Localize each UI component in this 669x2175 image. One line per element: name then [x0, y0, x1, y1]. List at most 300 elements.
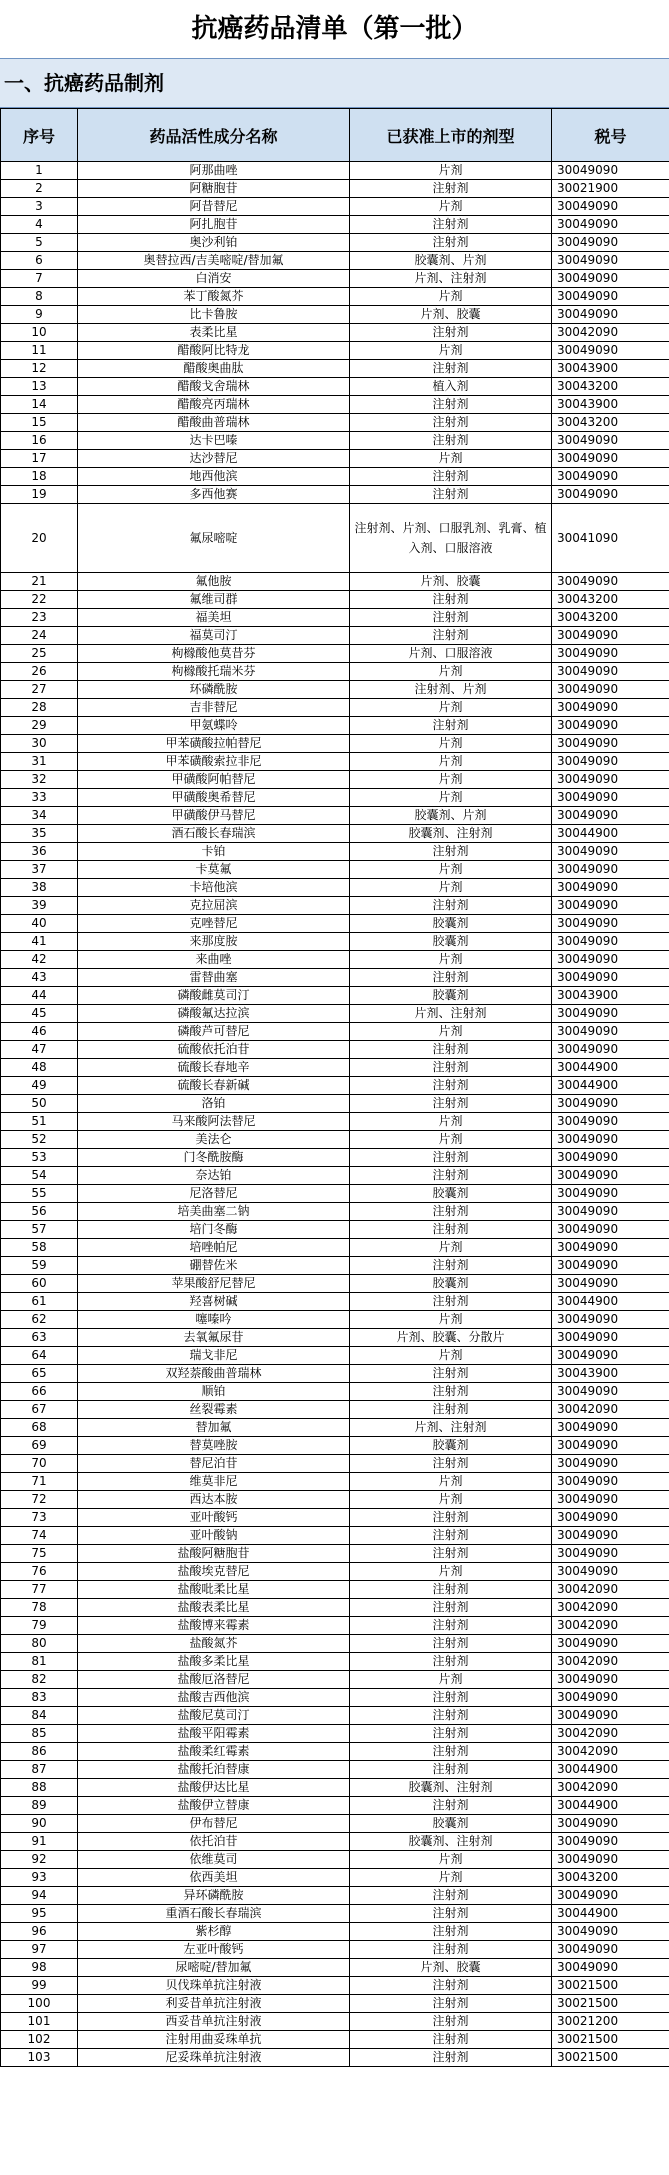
dosage-forms: 注射剂 — [350, 843, 552, 861]
dosage-forms: 注射剂 — [350, 717, 552, 735]
table-row — [1, 933, 669, 951]
dosage-forms: 片剂 — [350, 342, 552, 360]
row-index: 92 — [1, 1851, 78, 1869]
row-index: 63 — [1, 1329, 78, 1347]
ingredient-name: 利妥昔单抗注射液 — [78, 1995, 350, 2013]
tariff-code: 30049090 — [552, 969, 669, 987]
ingredient-name: 硼替佐米 — [78, 1257, 350, 1275]
dosage-forms: 片剂 — [350, 861, 552, 879]
ingredient-name: 阿昔替尼 — [78, 198, 350, 216]
table-row — [1, 450, 669, 468]
dosage-forms: 片剂 — [350, 198, 552, 216]
dosage-forms: 注射剂 — [350, 897, 552, 915]
table-row — [1, 378, 669, 396]
dosage-forms: 片剂 — [350, 663, 552, 681]
tariff-code: 30049090 — [552, 1131, 669, 1149]
table-row — [1, 1743, 669, 1761]
row-index: 94 — [1, 1887, 78, 1905]
dosage-forms: 片剂 — [350, 1113, 552, 1131]
table-row — [1, 1797, 669, 1815]
dosage-forms: 胶囊剂 — [350, 1185, 552, 1203]
row-index: 72 — [1, 1491, 78, 1509]
row-index: 38 — [1, 879, 78, 897]
table-row — [1, 1869, 669, 1887]
tariff-code: 30049090 — [552, 807, 669, 825]
ingredient-name: 氟他胺 — [78, 573, 350, 591]
ingredient-name: 伊布替尼 — [78, 1815, 350, 1833]
ingredient-name: 苹果酸舒尼替尼 — [78, 1275, 350, 1293]
table-row — [1, 1725, 669, 1743]
table-row — [1, 1023, 669, 1041]
dosage-forms: 注射剂 — [350, 1887, 552, 1905]
tariff-code: 30049090 — [552, 1689, 669, 1707]
tariff-code: 30049090 — [552, 645, 669, 663]
tariff-code: 30049090 — [552, 468, 669, 486]
table-row — [1, 1689, 669, 1707]
header-dosage-forms: 已获准上市的剂型 — [350, 109, 552, 162]
ingredient-name: 美法仑 — [78, 1131, 350, 1149]
dosage-forms: 注射剂 — [350, 1257, 552, 1275]
row-index: 16 — [1, 432, 78, 450]
table-row — [1, 2031, 669, 2049]
dosage-forms: 注射剂 — [350, 1527, 552, 1545]
ingredient-name: 甲苯磺酸拉帕替尼 — [78, 735, 350, 753]
tariff-code: 30049090 — [552, 771, 669, 789]
dosage-forms: 胶囊剂 — [350, 933, 552, 951]
tariff-code: 30049090 — [552, 1437, 669, 1455]
row-index: 40 — [1, 915, 78, 933]
ingredient-name: 苯丁酸氮芥 — [78, 288, 350, 306]
dosage-forms: 片剂、注射剂 — [350, 270, 552, 288]
tariff-code: 30043900 — [552, 987, 669, 1005]
table-row — [1, 432, 669, 450]
row-index: 50 — [1, 1095, 78, 1113]
dosage-forms: 注射剂 — [350, 1761, 552, 1779]
ingredient-name: 盐酸厄洛替尼 — [78, 1671, 350, 1689]
row-index: 64 — [1, 1347, 78, 1365]
dosage-forms: 片剂 — [350, 1491, 552, 1509]
table-row — [1, 1239, 669, 1257]
dosage-forms: 注射剂 — [350, 1977, 552, 1995]
row-index: 98 — [1, 1959, 78, 1977]
tariff-code: 30043900 — [552, 1365, 669, 1383]
ingredient-name: 尿嘧啶/替加氟 — [78, 1959, 350, 1977]
tariff-code: 30043200 — [552, 378, 669, 396]
row-index: 91 — [1, 1833, 78, 1851]
tariff-code: 30049090 — [552, 789, 669, 807]
tariff-code: 30042090 — [552, 1653, 669, 1671]
dosage-forms: 注射剂 — [350, 591, 552, 609]
ingredient-name: 盐酸氮芥 — [78, 1635, 350, 1653]
table-row — [1, 1581, 669, 1599]
table-row — [1, 1491, 669, 1509]
table-row — [1, 1419, 669, 1437]
dosage-forms: 片剂 — [350, 879, 552, 897]
tariff-code: 30042090 — [552, 1617, 669, 1635]
dosage-forms: 片剂 — [350, 1239, 552, 1257]
dosage-forms: 注射剂 — [350, 1995, 552, 2013]
table-row — [1, 1077, 669, 1095]
ingredient-name: 甲磺酸伊马替尼 — [78, 807, 350, 825]
ingredient-name: 盐酸埃克替尼 — [78, 1563, 350, 1581]
row-index: 66 — [1, 1383, 78, 1401]
dosage-forms: 片剂 — [350, 288, 552, 306]
dosage-forms: 注射剂 — [350, 216, 552, 234]
tariff-code: 30049090 — [552, 1851, 669, 1869]
ingredient-name: 奥沙利铂 — [78, 234, 350, 252]
tariff-code: 30049090 — [552, 342, 669, 360]
ingredient-name: 西达本胺 — [78, 1491, 350, 1509]
row-index: 37 — [1, 861, 78, 879]
ingredient-name: 替莫唑胺 — [78, 1437, 350, 1455]
row-index: 65 — [1, 1365, 78, 1383]
row-index: 2 — [1, 180, 78, 198]
dosage-forms: 片剂 — [350, 450, 552, 468]
tariff-code: 30049090 — [552, 753, 669, 771]
tariff-code: 30049090 — [552, 1023, 669, 1041]
table-row — [1, 1887, 669, 1905]
row-index: 82 — [1, 1671, 78, 1689]
row-index: 39 — [1, 897, 78, 915]
dosage-forms: 注射剂 — [350, 1599, 552, 1617]
table-row — [1, 342, 669, 360]
table-row — [1, 987, 669, 1005]
ingredient-name: 醋酸阿比特龙 — [78, 342, 350, 360]
table-row — [1, 969, 669, 987]
ingredient-name: 甲磺酸阿帕替尼 — [78, 771, 350, 789]
row-index: 74 — [1, 1527, 78, 1545]
row-index: 62 — [1, 1311, 78, 1329]
row-index: 9 — [1, 306, 78, 324]
tariff-code: 30043200 — [552, 414, 669, 432]
dosage-forms: 片剂、胶囊 — [350, 573, 552, 591]
dosage-forms: 注射剂 — [350, 1167, 552, 1185]
ingredient-name: 依托泊苷 — [78, 1833, 350, 1851]
dosage-forms: 注射剂 — [350, 324, 552, 342]
dosage-forms: 片剂 — [350, 753, 552, 771]
table-row — [1, 1221, 669, 1239]
row-index: 97 — [1, 1941, 78, 1959]
ingredient-name: 尼妥珠单抗注射液 — [78, 2049, 350, 2067]
row-index: 77 — [1, 1581, 78, 1599]
dosage-forms: 注射剂 — [350, 468, 552, 486]
ingredient-name: 顺铂 — [78, 1383, 350, 1401]
tariff-code: 30049090 — [552, 1635, 669, 1653]
ingredient-name: 盐酸伊立替康 — [78, 1797, 350, 1815]
tariff-code: 30049090 — [552, 1221, 669, 1239]
row-index: 83 — [1, 1689, 78, 1707]
dosage-forms: 注射剂 — [350, 1401, 552, 1419]
tariff-code: 30049090 — [552, 306, 669, 324]
dosage-forms: 注射剂 — [350, 1041, 552, 1059]
row-index: 80 — [1, 1635, 78, 1653]
row-index: 6 — [1, 252, 78, 270]
table-row — [1, 1293, 669, 1311]
table-row — [1, 1671, 669, 1689]
dosage-forms: 注射剂 — [350, 1077, 552, 1095]
row-index: 81 — [1, 1653, 78, 1671]
ingredient-name: 瑞戈非尼 — [78, 1347, 350, 1365]
dosage-forms: 胶囊剂、注射剂 — [350, 825, 552, 843]
dosage-forms: 胶囊剂、片剂 — [350, 252, 552, 270]
tariff-code: 30049090 — [552, 1167, 669, 1185]
tariff-code: 30049090 — [552, 1257, 669, 1275]
row-index: 31 — [1, 753, 78, 771]
dosage-forms: 胶囊剂 — [350, 1275, 552, 1293]
dosage-forms: 注射剂 — [350, 2031, 552, 2049]
ingredient-name: 达卡巴嗪 — [78, 432, 350, 450]
table-body — [1, 162, 669, 2067]
row-index: 79 — [1, 1617, 78, 1635]
row-index: 1 — [1, 162, 78, 180]
row-index: 20 — [1, 504, 78, 573]
ingredient-name: 卡铂 — [78, 843, 350, 861]
table-row — [1, 1545, 669, 1563]
table-row — [1, 1005, 669, 1023]
ingredient-name: 来那度胺 — [78, 933, 350, 951]
table-row — [1, 861, 669, 879]
ingredient-name: 氟尿嘧啶 — [78, 504, 350, 573]
row-index: 59 — [1, 1257, 78, 1275]
table-row — [1, 1401, 669, 1419]
row-index: 12 — [1, 360, 78, 378]
table-row — [1, 252, 669, 270]
table-row — [1, 1455, 669, 1473]
row-index: 49 — [1, 1077, 78, 1095]
table-row — [1, 504, 669, 573]
ingredient-name: 盐酸平阳霉素 — [78, 1725, 350, 1743]
table-row — [1, 198, 669, 216]
table-row — [1, 1257, 669, 1275]
tariff-code: 30049090 — [552, 1563, 669, 1581]
table-row — [1, 789, 669, 807]
dosage-forms: 注射剂 — [350, 414, 552, 432]
row-index: 29 — [1, 717, 78, 735]
tariff-code: 30049090 — [552, 1113, 669, 1131]
dosage-forms: 胶囊剂 — [350, 1437, 552, 1455]
ingredient-name: 依维莫司 — [78, 1851, 350, 1869]
tariff-code: 30049090 — [552, 1473, 669, 1491]
table-row — [1, 897, 669, 915]
ingredient-name: 磷酸氟达拉滨 — [78, 1005, 350, 1023]
tariff-code: 30049090 — [552, 1149, 669, 1167]
ingredient-name: 枸橼酸他莫昔芬 — [78, 645, 350, 663]
ingredient-name: 甲磺酸奥希替尼 — [78, 789, 350, 807]
row-index: 69 — [1, 1437, 78, 1455]
table-row — [1, 1473, 669, 1491]
tariff-code: 30043900 — [552, 360, 669, 378]
table-row — [1, 1131, 669, 1149]
row-index: 70 — [1, 1455, 78, 1473]
dosage-forms: 注射剂 — [350, 234, 552, 252]
tariff-code: 30049090 — [552, 1671, 669, 1689]
row-index: 26 — [1, 663, 78, 681]
ingredient-name: 多西他赛 — [78, 486, 350, 504]
table-row — [1, 627, 669, 645]
ingredient-name: 来曲唑 — [78, 951, 350, 969]
drug-list-table — [0, 108, 669, 2067]
dosage-forms: 注射剂 — [350, 1941, 552, 1959]
tariff-code: 30049090 — [552, 1509, 669, 1527]
ingredient-name: 羟喜树碱 — [78, 1293, 350, 1311]
dosage-forms: 胶囊剂、注射剂 — [350, 1779, 552, 1797]
tariff-code: 30049090 — [552, 1545, 669, 1563]
ingredient-name: 丝裂霉素 — [78, 1401, 350, 1419]
dosage-forms: 注射剂 — [350, 1095, 552, 1113]
ingredient-name: 培美曲塞二钠 — [78, 1203, 350, 1221]
dosage-forms: 片剂 — [350, 162, 552, 180]
row-index: 53 — [1, 1149, 78, 1167]
row-index: 57 — [1, 1221, 78, 1239]
tariff-code: 30049090 — [552, 1041, 669, 1059]
dosage-forms: 注射剂 — [350, 1923, 552, 1941]
table-row — [1, 180, 669, 198]
row-index: 17 — [1, 450, 78, 468]
ingredient-name: 尼洛替尼 — [78, 1185, 350, 1203]
table-row — [1, 306, 669, 324]
row-index: 67 — [1, 1401, 78, 1419]
tariff-code: 30021500 — [552, 1995, 669, 2013]
tariff-code: 30049090 — [552, 861, 669, 879]
dosage-forms: 注射剂 — [350, 486, 552, 504]
tariff-code: 30049090 — [552, 915, 669, 933]
tariff-code: 30049090 — [552, 843, 669, 861]
tariff-code: 30049090 — [552, 1491, 669, 1509]
dosage-forms: 片剂、注射剂 — [350, 1005, 552, 1023]
tariff-code: 30049090 — [552, 1887, 669, 1905]
dosage-forms: 注射剂 — [350, 609, 552, 627]
dosage-forms: 注射剂 — [350, 1653, 552, 1671]
tariff-code: 30049090 — [552, 1185, 669, 1203]
ingredient-name: 卡莫氟 — [78, 861, 350, 879]
table-row — [1, 825, 669, 843]
row-index: 47 — [1, 1041, 78, 1059]
tariff-code: 30044900 — [552, 825, 669, 843]
tariff-code: 30049090 — [552, 1707, 669, 1725]
ingredient-name: 醋酸奥曲肽 — [78, 360, 350, 378]
row-index: 41 — [1, 933, 78, 951]
ingredient-name: 磷酸芦可替尼 — [78, 1023, 350, 1041]
ingredient-name: 盐酸吉西他滨 — [78, 1689, 350, 1707]
dosage-forms: 注射剂 — [350, 180, 552, 198]
table-row — [1, 1311, 669, 1329]
ingredient-name: 去氧氟尿苷 — [78, 1329, 350, 1347]
row-index: 36 — [1, 843, 78, 861]
dosage-forms: 胶囊剂 — [350, 1815, 552, 1833]
ingredient-name: 亚叶酸钙 — [78, 1509, 350, 1527]
row-index: 54 — [1, 1167, 78, 1185]
row-index: 51 — [1, 1113, 78, 1131]
ingredient-name: 噻嗪吟 — [78, 1311, 350, 1329]
table-row — [1, 216, 669, 234]
ingredient-name: 盐酸柔红霉素 — [78, 1743, 350, 1761]
table-row — [1, 1599, 669, 1617]
ingredient-name: 硫酸长春地辛 — [78, 1059, 350, 1077]
table-row — [1, 1707, 669, 1725]
table-row — [1, 951, 669, 969]
ingredient-name: 阿扎胞苷 — [78, 216, 350, 234]
table-row — [1, 1815, 669, 1833]
dosage-forms: 注射剂 — [350, 1149, 552, 1167]
row-index: 90 — [1, 1815, 78, 1833]
table-header-row — [1, 109, 669, 162]
tariff-code: 30042090 — [552, 1779, 669, 1797]
table-row — [1, 2013, 669, 2031]
tariff-code: 30049090 — [552, 1833, 669, 1851]
row-index: 45 — [1, 1005, 78, 1023]
header-tariff-code: 税号 — [552, 109, 669, 162]
dosage-forms: 片剂 — [350, 1311, 552, 1329]
tariff-code: 30043200 — [552, 609, 669, 627]
row-index: 99 — [1, 1977, 78, 1995]
row-index: 88 — [1, 1779, 78, 1797]
table-row — [1, 1851, 669, 1869]
tariff-code: 30021500 — [552, 2031, 669, 2049]
dosage-forms: 片剂 — [350, 1347, 552, 1365]
table-row — [1, 1563, 669, 1581]
dosage-forms: 片剂 — [350, 735, 552, 753]
table-row — [1, 771, 669, 789]
ingredient-name: 醋酸亮丙瑞林 — [78, 396, 350, 414]
tariff-code: 30049090 — [552, 1095, 669, 1113]
ingredient-name: 枸橼酸托瑞米芬 — [78, 663, 350, 681]
dosage-forms: 片剂、胶囊、分散片 — [350, 1329, 552, 1347]
ingredient-name: 盐酸托泊替康 — [78, 1761, 350, 1779]
tariff-code: 30049090 — [552, 735, 669, 753]
ingredient-name: 福美坦 — [78, 609, 350, 627]
row-index: 52 — [1, 1131, 78, 1149]
table-row — [1, 1437, 669, 1455]
tariff-code: 30049090 — [552, 1329, 669, 1347]
tariff-code: 30043200 — [552, 1869, 669, 1887]
tariff-code: 30049090 — [552, 486, 669, 504]
table-row — [1, 270, 669, 288]
ingredient-name: 门冬酰胺酶 — [78, 1149, 350, 1167]
row-index: 89 — [1, 1797, 78, 1815]
dosage-forms: 片剂 — [350, 1563, 552, 1581]
tariff-code: 30049090 — [552, 933, 669, 951]
dosage-forms: 片剂、注射剂 — [350, 1419, 552, 1437]
ingredient-name: 酒石酸长春瑞滨 — [78, 825, 350, 843]
table-row — [1, 414, 669, 432]
ingredient-name: 阿那曲唑 — [78, 162, 350, 180]
dosage-forms: 注射剂 — [350, 2049, 552, 2067]
row-index: 42 — [1, 951, 78, 969]
row-index: 100 — [1, 1995, 78, 2013]
dosage-forms: 注射剂 — [350, 1905, 552, 1923]
tariff-code: 30049090 — [552, 879, 669, 897]
row-index: 8 — [1, 288, 78, 306]
ingredient-name: 盐酸表柔比星 — [78, 1599, 350, 1617]
dosage-forms: 注射剂 — [350, 1743, 552, 1761]
table-row — [1, 324, 669, 342]
ingredient-name: 甲氨蝶呤 — [78, 717, 350, 735]
row-index: 101 — [1, 2013, 78, 2031]
tariff-code: 30049090 — [552, 897, 669, 915]
table-row — [1, 1365, 669, 1383]
row-index: 60 — [1, 1275, 78, 1293]
tariff-code: 30021900 — [552, 180, 669, 198]
dosage-forms: 胶囊剂、片剂 — [350, 807, 552, 825]
table-row — [1, 1977, 669, 1995]
dosage-forms: 注射剂 — [350, 1617, 552, 1635]
tariff-code: 30044900 — [552, 1797, 669, 1815]
table-row — [1, 699, 669, 717]
table-row — [1, 663, 669, 681]
row-index: 93 — [1, 1869, 78, 1887]
row-index: 25 — [1, 645, 78, 663]
row-index: 84 — [1, 1707, 78, 1725]
